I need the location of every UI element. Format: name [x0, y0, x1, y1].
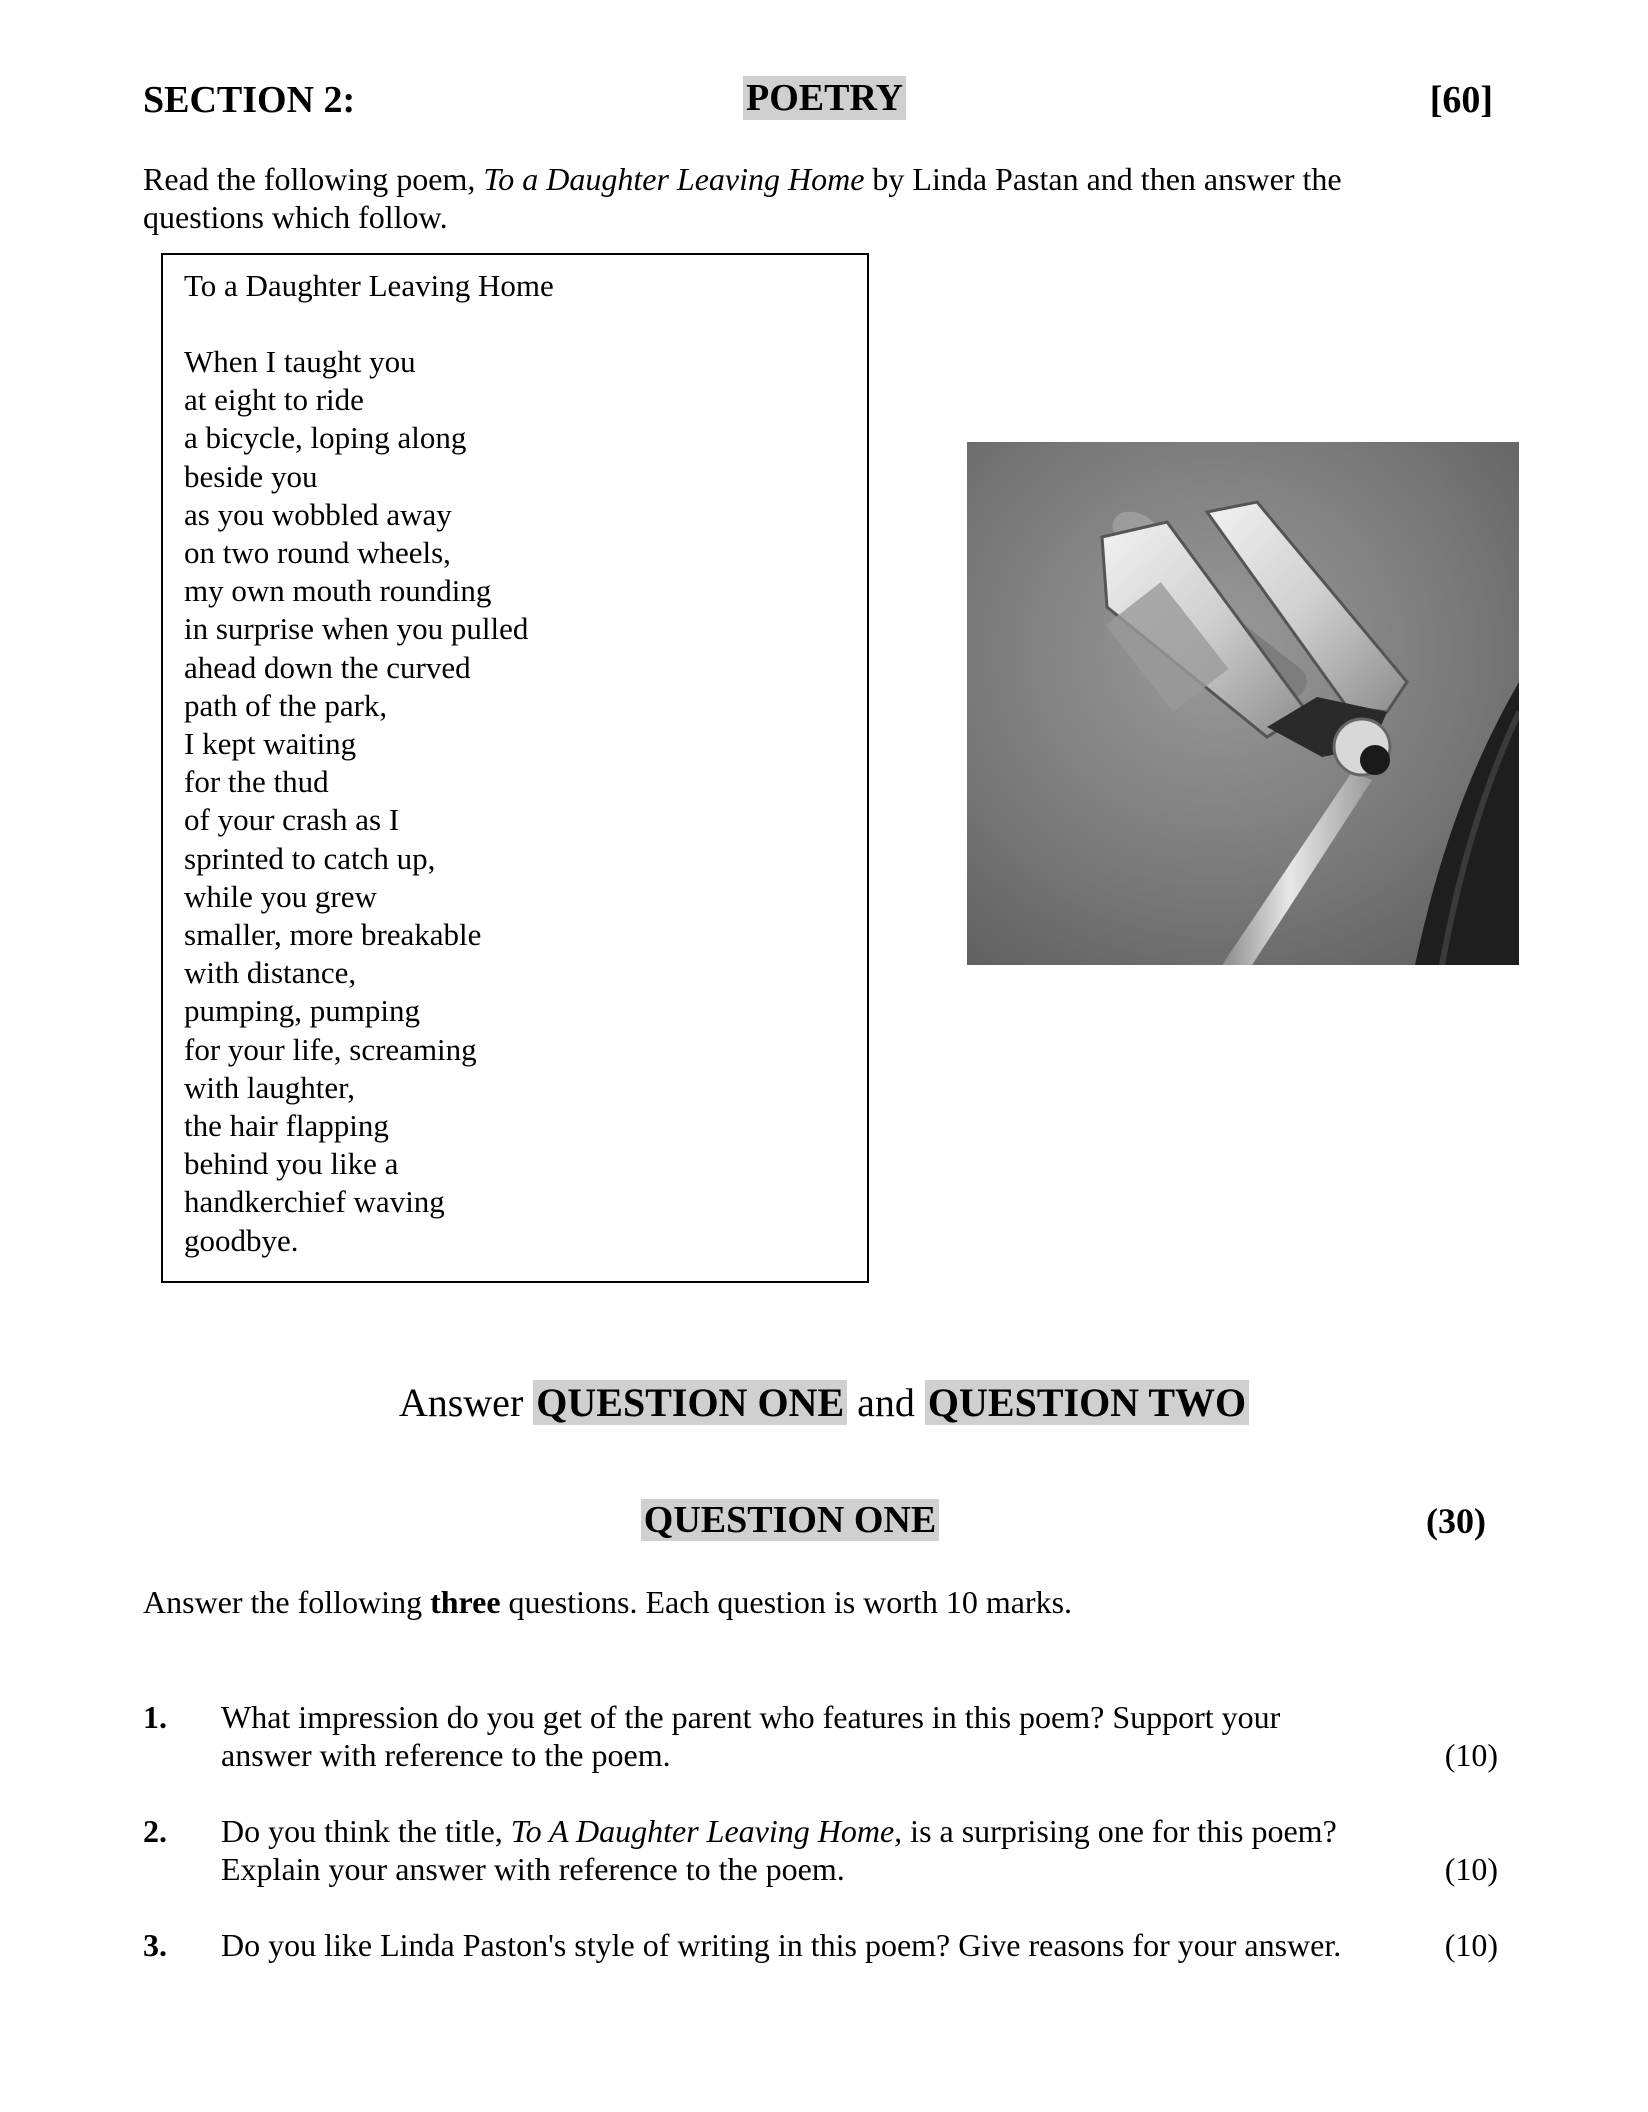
instruction-bold: three — [430, 1584, 501, 1620]
poem-line: goodbye. — [184, 1222, 299, 1258]
intro-paragraph — [143, 160, 1443, 236]
poem-line: for your life, screaming — [184, 1031, 477, 1067]
question-number: 3. — [143, 1927, 167, 1963]
question-mark: (10) — [1444, 1927, 1498, 1963]
question-line: Explain your answer with reference to the poem. — [221, 1851, 845, 1887]
question-line-post: is a surprising one for this poem? — [902, 1813, 1337, 1849]
question-one-instruction — [143, 1584, 1072, 1621]
question-line: What impression do you get of the parent who features in this poem? Support your — [221, 1699, 1281, 1735]
poem-line: while you grew — [184, 878, 377, 914]
question-text — [221, 1812, 1421, 1888]
question-text — [221, 1698, 1421, 1774]
intro-poem-title: To a Daughter Leaving Home — [483, 161, 865, 197]
poem-line: I kept waiting — [184, 726, 357, 762]
question-text — [221, 1926, 1441, 1964]
poem-line: behind you like a — [184, 1146, 399, 1182]
poem-line: as you wobbled away — [184, 496, 452, 532]
poem-line: the hair flapping — [184, 1108, 389, 1144]
poem-line: with laughter, — [184, 1069, 355, 1105]
intro-text-pre: Read the following poem, — [143, 161, 484, 197]
question-one-heading — [0, 1498, 1580, 1542]
poem-line: handkerchief waving — [184, 1184, 445, 1220]
poem-line: When I taught you — [184, 344, 416, 379]
poem-line: sprinted to catch up, — [184, 840, 436, 876]
poem-line: my own mouth rounding — [184, 573, 492, 609]
question-number: 1. — [143, 1699, 167, 1735]
answer-instruction — [0, 1379, 1648, 1426]
question-mark: (10) — [1444, 1737, 1498, 1773]
question-one-title: QUESTION ONE — [641, 1499, 939, 1541]
answer-q1-label: QUESTION ONE — [533, 1380, 847, 1425]
poem-box — [161, 253, 869, 1283]
poem-title: To a Daughter Leaving Home — [184, 268, 554, 303]
question-line — [221, 1812, 1421, 1850]
question-item-2 — [143, 1812, 1498, 1890]
instruction-post: questions. Each question is worth 10 marks. — [500, 1584, 1073, 1620]
poem-line: ahead down the curved — [184, 649, 471, 685]
poem-line: on two round wheels, — [184, 535, 451, 571]
question-line: answer with reference to the poem. — [221, 1737, 671, 1773]
answer-mid: and — [847, 1380, 925, 1425]
poem-line: path of the park, — [184, 687, 388, 723]
question-line-italic: To A Daughter Leaving Home, — [510, 1813, 903, 1849]
question-item-1 — [143, 1698, 1498, 1776]
question-item-3 — [143, 1926, 1498, 1966]
bicycle-pedal-photo — [967, 442, 1519, 965]
section-label: SECTION 2: — [143, 79, 356, 121]
poem-line: with distance, — [184, 955, 357, 991]
poem-lines — [184, 343, 847, 1260]
poem-line: beside you — [184, 458, 318, 494]
question-line: Do you like Linda Paston's style of writing in this poem? Give reasons for your answer. — [221, 1927, 1342, 1963]
question-line-pre: Do you think the title, — [221, 1813, 511, 1849]
answer-pre: Answer — [398, 1380, 534, 1425]
question-mark: (10) — [1444, 1851, 1498, 1887]
question-number: 2. — [143, 1813, 167, 1849]
poem-line: at eight to ride — [184, 382, 364, 418]
answer-q2-label: QUESTION TWO — [925, 1380, 1249, 1425]
poem-line: in surprise when you pulled — [184, 611, 529, 647]
poem-line: smaller, more breakable — [184, 917, 482, 953]
section-title: POETRY — [743, 76, 906, 120]
poem-line: pumping, pumping — [184, 993, 420, 1029]
poem-line: of your crash as I — [184, 802, 400, 838]
intro-text-post: by Linda Pastan and then answer the questions which follow. — [143, 161, 1342, 235]
section-marks: [60] — [1429, 79, 1493, 121]
poem-line: a bicycle, loping along — [184, 420, 467, 456]
instruction-pre: Answer the following — [143, 1584, 431, 1620]
poem-line: for the thud — [184, 764, 329, 800]
question-one-marks: (30) — [1426, 1501, 1486, 1541]
